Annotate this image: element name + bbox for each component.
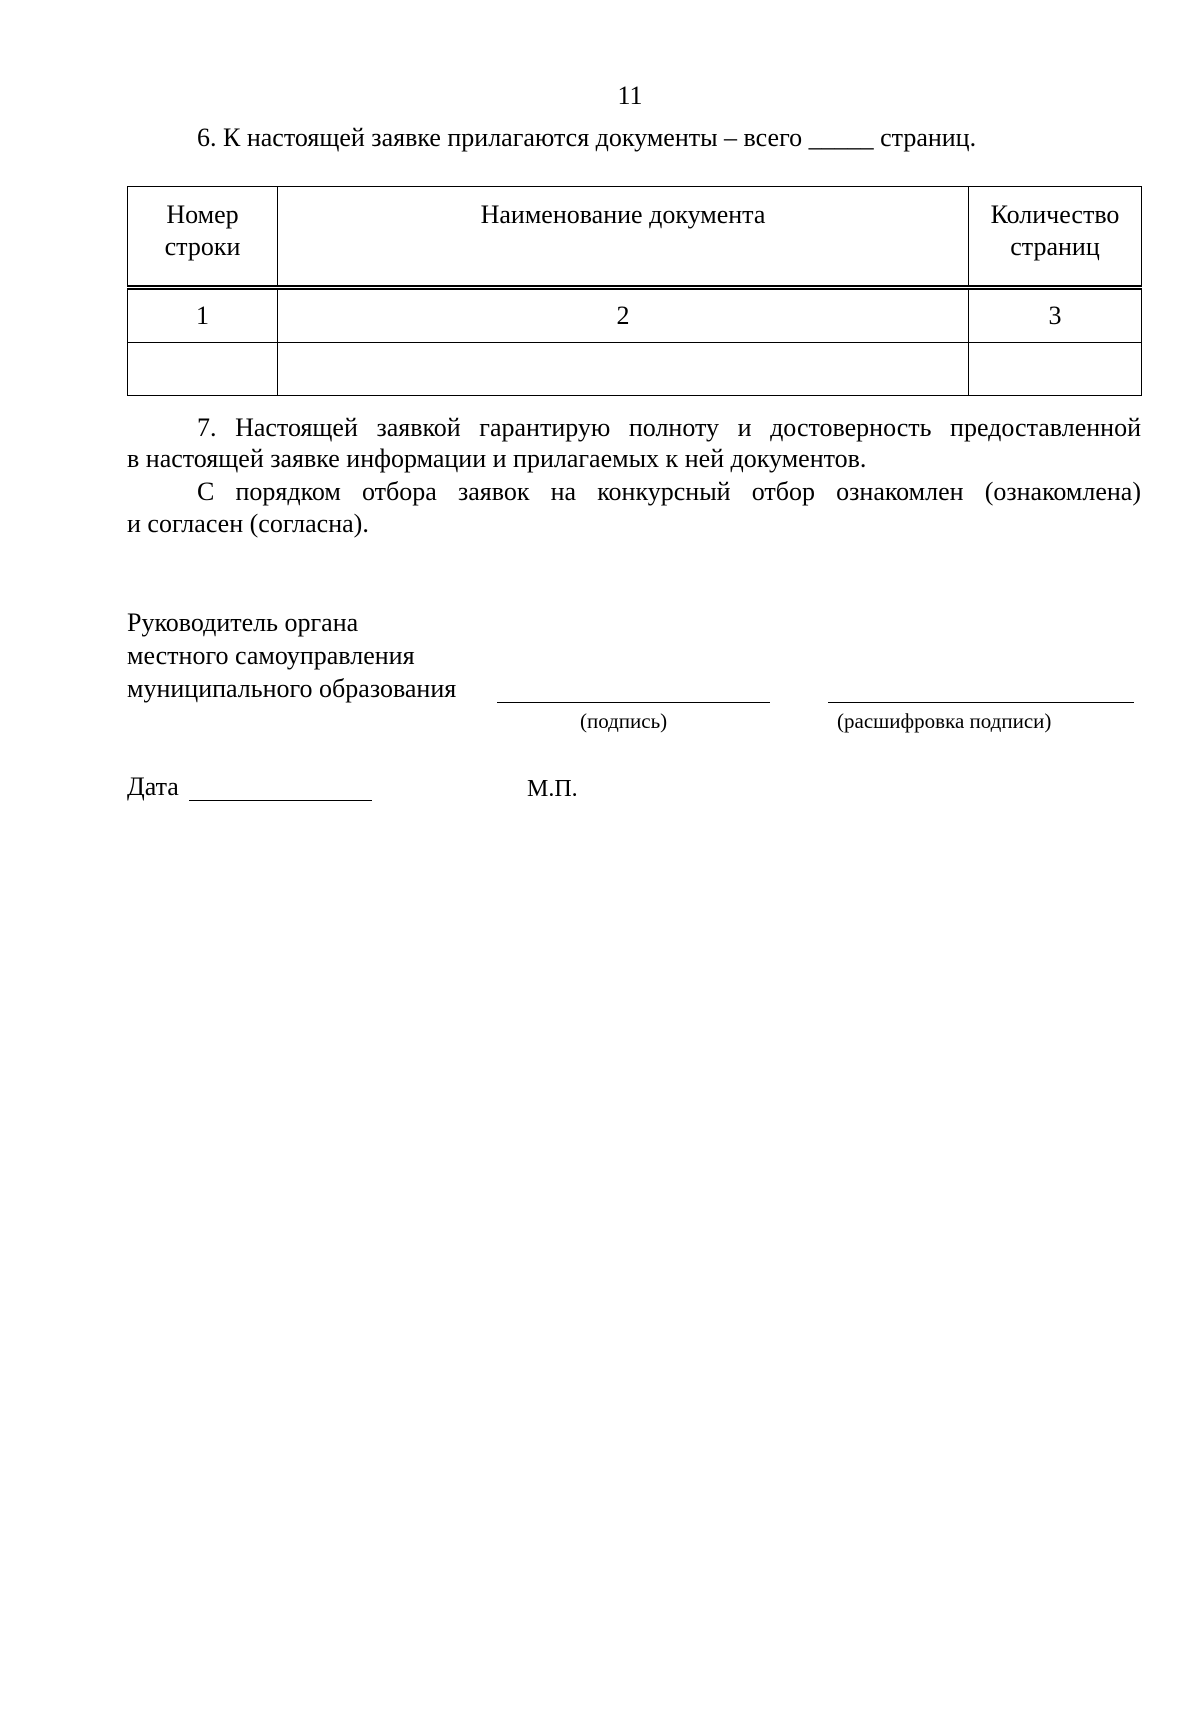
column-number-2: 2: [278, 288, 969, 343]
signatory-role-line3: муниципального образования: [127, 674, 457, 703]
signatory-role-line1: Руководитель органа: [127, 608, 359, 637]
header-row-number-line1: Номер: [166, 200, 239, 229]
table-header-row: [128, 187, 1142, 288]
acknowledgement-line2: и согласен (согласна).: [127, 509, 369, 538]
header-page-count: [969, 187, 1142, 288]
page-number: 11: [617, 81, 643, 110]
stamp-place-label: М.П.: [527, 776, 578, 802]
signature-line: [497, 702, 770, 703]
empty-cell: [278, 343, 969, 396]
column-number-3: 3: [969, 288, 1142, 343]
header-document-name-text: Наименование документа: [480, 200, 766, 229]
guarantee-paragraph-line2: в настоящей заявке информации и прилагаемых к ней документов.: [127, 444, 867, 473]
signature-caption: (подпись): [580, 709, 668, 733]
header-page-count-line2: страниц: [1010, 232, 1100, 261]
guarantee-line1-text: 7. Настоящей заявкой гарантирую полноту и достоверность предоставленной: [197, 413, 1141, 442]
empty-cell: [969, 343, 1142, 396]
table-row: [128, 288, 1142, 343]
header-page-count-line1: Количество: [990, 200, 1120, 229]
header-row-number-line2: строки: [164, 232, 241, 261]
header-row-number: [128, 187, 278, 288]
signature-decode-caption: (расшифровка подписи): [837, 709, 1052, 733]
column-number-1: 1: [128, 288, 278, 343]
table-row: [128, 343, 1142, 396]
guarantee-paragraph-line1: [197, 412, 1141, 444]
date-label: Дата: [127, 772, 179, 801]
documents-table: [127, 186, 1142, 396]
acknowledgement-line1: [197, 476, 1141, 508]
attached-documents-statement: 6. К настоящей заявке прилагаются документы – всего _____ страниц.: [197, 123, 977, 152]
signature-decode-line: [828, 702, 1134, 703]
signatory-role-line2: местного самоуправления: [127, 641, 415, 670]
acknowledgement-line1-text: С порядком отбора заявок на конкурсный отбор ознакомлен (ознакомлена): [197, 477, 1141, 506]
header-document-name: [278, 187, 969, 288]
date-line: [189, 800, 372, 801]
empty-cell: [128, 343, 278, 396]
